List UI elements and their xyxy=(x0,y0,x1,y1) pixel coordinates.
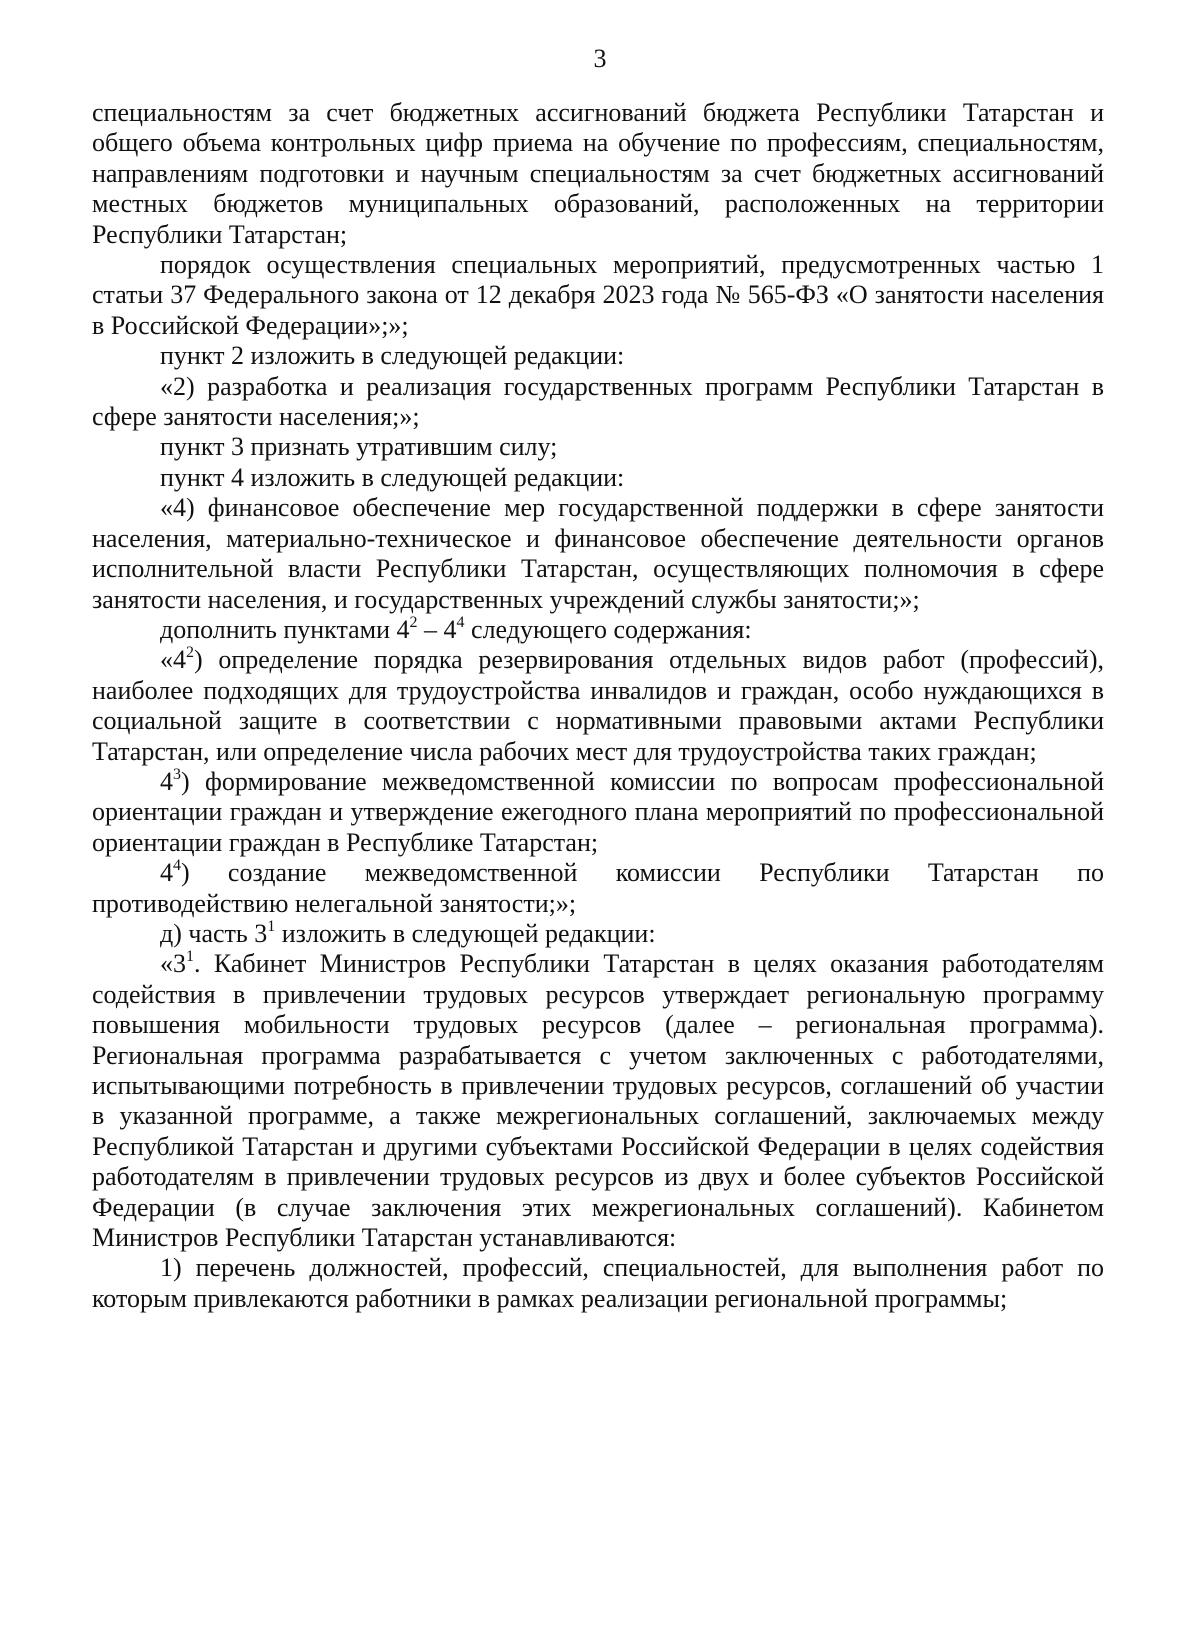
paragraph-part-3-1-text xyxy=(92,949,1104,1253)
paragraph-point-4-3-after: ) формирование межведомственной комиссии по вопросам профессиональной ориентации граждан и утверждение ежегодного плана мероприятий по профессиональной ориентации граждан в Республике Татарстан; xyxy=(92,766,1104,857)
superscript-part-3-1-text: 1 xyxy=(186,948,194,966)
paragraph-add-points-middle: – 4 xyxy=(417,614,457,644)
superscript-point-4-3: 3 xyxy=(173,765,181,783)
paragraph-point-4-4 xyxy=(92,858,1104,919)
superscript-part-3-1: 1 xyxy=(267,917,276,935)
paragraph-point-2-instruction: пункт 2 изложить в следующей редакции: xyxy=(160,341,625,371)
paragraph-add-points-after: следующего содержания: xyxy=(464,614,752,644)
paragraph-point-2-text: «2) разработка и реализация государственных программ Республики Татарстан в сфере занятости населения;»; xyxy=(92,371,1104,432)
paragraph-add-points-before: дополнить пунктами 4 xyxy=(160,614,410,644)
paragraph-add-points xyxy=(92,615,1104,645)
paragraph-point-4-instruction: пункт 4 изложить в следующей редакции: xyxy=(160,462,625,492)
paragraph-point-4-text: «4) финансовое обеспечение мер государственной поддержки в сфере занятости населения, материально-техническое и финансовое обеспечение деятельности органов исполнительной власти Республики Татарстан, осуществляющих полномочия в сфере занятости населения, и государственных учреждений службы занятости;»; xyxy=(92,493,1104,614)
paragraph-budget-specialties: специальностям за счет бюджетных ассигнований бюджета Республики Татарстан и общего объема контрольных цифр приема на обучение по профессиям, специальностям, направлениям подготовки и научным специальностям за счет бюджетных ассигнований местных бюджетов муниципальных образований, расположенных на территории Республики Татарстан; xyxy=(92,98,1104,249)
paragraph-part-3-1-after: изложить в следующей редакции: xyxy=(275,918,656,948)
paragraph-point-4-4-before: 4 xyxy=(160,858,173,888)
paragraph-point-4-3-before: 4 xyxy=(160,766,173,796)
paragraph-point-3: пункт 3 признать утратившим силу; xyxy=(160,432,558,462)
paragraph-point-4-2 xyxy=(92,645,1104,767)
paragraph-point-4-4-after: ) создание межведомственной комиссии Республики Татарстан по противодействию нелегальной занятости;»; xyxy=(92,858,1104,918)
superscript-point-4-2: 2 xyxy=(186,644,194,662)
paragraph-special-measures: порядок осуществления специальных мероприятий, предусмотренных частью 1 статьи 37 Федерального закона от 12 декабря 2023 года № 565-ФЗ «О занятости населения в Российской Федерации»;»; xyxy=(92,250,1104,340)
paragraph-part-3-1-instruction xyxy=(92,919,1104,949)
superscript-2: 2 xyxy=(409,613,418,631)
paragraph-point-4-3 xyxy=(92,767,1104,858)
paragraph-part-3-1-text-after: . Кабинет Министров Республики Татарстан в целях оказания работодателям содействия в привлечении трудовых ресурсов утверждает региональную программу повышения мобильности трудовых ресурсов (далее – региональная программа). Региональная программа разрабатывается с учетом заключенных с работодателями, испытывающими потребность в привлечении трудовых ресурсов, соглашений об участии в указанной программе, а также межрегиональных соглашений, заключаемых между Республикой Татарстан и другими субъектами Российской Федерации в целях содействия работодателям в привлечении трудовых ресурсов из двух и более субъектов Российской Федерации (в случае заключения этих межрегиональных соглашений). Кабинетом Министров Республики Татарстан устанавливаются: xyxy=(92,949,1104,1253)
paragraph-part-3-1-text-before: «3 xyxy=(160,949,186,979)
paragraph-item-1-positions: 1) перечень должностей, профессий, специальностей, для выполнения работ по которым привлекаются работники в рамках реализации региональной программы; xyxy=(92,1253,1104,1313)
paragraph-point-4-2-before: «4 xyxy=(160,645,186,675)
superscript-point-4-4: 4 xyxy=(173,857,181,875)
paragraph-part-3-1-before: д) часть 3 xyxy=(160,918,268,948)
document-body xyxy=(92,98,1104,1314)
superscript-4: 4 xyxy=(456,613,465,631)
page-number: 3 xyxy=(593,44,607,73)
paragraph-point-4-2-after: ) определение порядка резервирования отдельных видов работ (профессий), наиболее подходящих для трудоустройства инвалидов и граждан, особо нуждающихся в социальной защите в соответствии с нормативными правовыми актами Республики Татарстан, или определение числа рабочих мест для трудоустройства таких граждан; xyxy=(92,645,1104,766)
